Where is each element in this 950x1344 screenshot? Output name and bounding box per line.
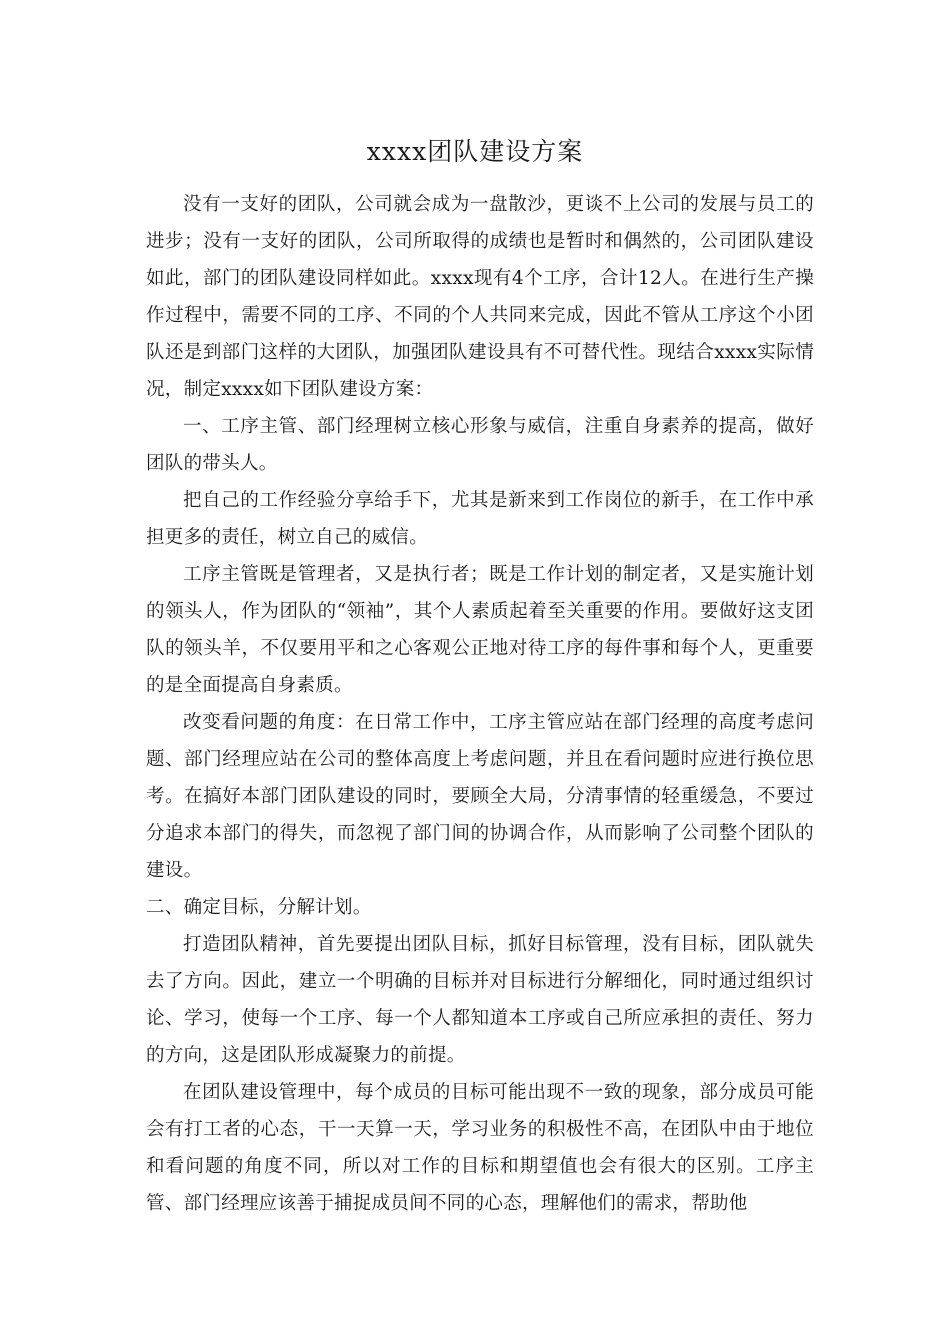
paragraph-change-perspective: 改变看问题的角度：在日常工作中，工序主管应站在部门经理的高度考虑问题、部门经理应站在公司的整体高度上考虑问题，并且在看问题时应进行换位思考。在搞好本部门团队建设的同时，要顾全大局，分清事情的轻重缓急，不要过分追求本部门的得失，而忽视了部门间的协调合作，从而影响了公司整个团队的建设。: [146, 712, 814, 881]
paragraph-share-experience: 把自己的工作经验分享给手下，尤其是新来到工作岗位的新手，在工作中承担更多的责任，树立自己的威信。: [146, 490, 814, 548]
document-body: [146, 186, 814, 1222]
paragraph-intro: 没有一支好的团队，公司就会成为一盘散沙，更谈不上公司的发展与员工的进步；没有一支好的团队，公司所取得的成绩也是暂时和偶然的，公司团队建设如此，部门的团队建设同样如此。xxxx现有4个工序，合计12人。在进行生产操作过程中，需要不同的工序、不同的个人共同来完成，因此不管从工序这个小团队还是到部门这样的大团队，加强团队建设具有不可替代性。现结合xxxx实际情况，制定xxxx如下团队建设方案：: [146, 194, 814, 400]
section-heading-1: 一、工序主管、部门经理树立核心形象与威信，注重自身素养的提高，做好团队的带头人。: [146, 416, 814, 474]
paragraph-team-goal: 打造团队精神，首先要提出团队目标，抓好目标管理，没有目标，团队就失去了方向。因此，建立一个明确的目标并对目标进行分解细化，同时通过组织讨论、学习，使每一个工序、每一个人都知道本工序或自己所应承担的责任、努力的方向，这是团队形成凝聚力的前提。: [146, 934, 814, 1066]
document-title: xxxx团队建设方案: [366, 137, 584, 166]
paragraph-supervisor-role: 工序主管既是管理者，又是执行者；既是工作计划的制定者，又是实施计划的领头人，作为团队的“领袖”，其个人素质起着至关重要的作用。要做好这支团队的领头羊，不仅要用平和之心客观公正地对待工序的每件事和每个人，更重要的是全面提高自身素质。: [146, 564, 814, 696]
paragraph-member-goals: 在团队建设管理中，每个成员的目标可能出现不一致的现象，部分成员可能会有打工者的心态，干一天算一天，学习业务的积极性不高，在团队中由于地位和看问题的角度不同，所以对工作的目标和期望值也会有很大的区别。工序主管、部门经理应该善于捕捉成员间不同的心态，理解他们的需求，帮助他: [146, 1082, 814, 1214]
section-heading-2: 二、确定目标，分解计划。: [146, 897, 372, 918]
